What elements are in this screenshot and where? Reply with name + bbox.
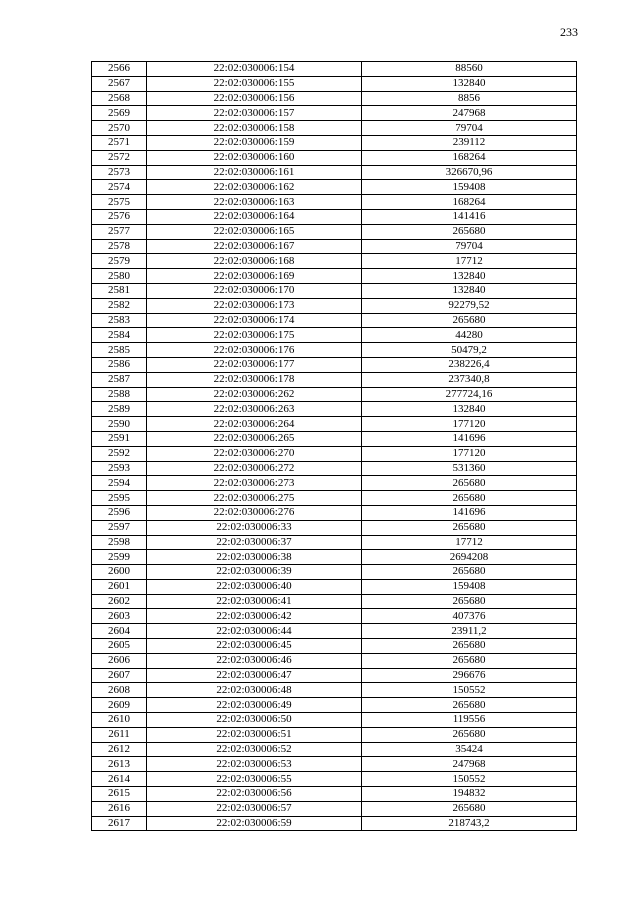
cadastral-number-cell: 22:02:030006:265 xyxy=(147,431,362,446)
value-cell: 50479,2 xyxy=(362,343,577,358)
table-row xyxy=(92,520,577,535)
row-number-cell: 2570 xyxy=(92,121,147,136)
value-cell: 238226,4 xyxy=(362,357,577,372)
value-cell: 23911,2 xyxy=(362,624,577,639)
cadastral-number-cell: 22:02:030006:177 xyxy=(147,357,362,372)
row-number-cell: 2589 xyxy=(92,402,147,417)
value-cell: 265680 xyxy=(362,491,577,506)
value-cell: 407376 xyxy=(362,609,577,624)
value-cell: 265680 xyxy=(362,594,577,609)
row-number-cell: 2579 xyxy=(92,254,147,269)
table-row xyxy=(92,269,577,284)
cadastral-number-cell: 22:02:030006:273 xyxy=(147,476,362,491)
value-cell: 239112 xyxy=(362,135,577,150)
row-number-cell: 2617 xyxy=(92,816,147,831)
table-row xyxy=(92,653,577,668)
row-number-cell: 2608 xyxy=(92,683,147,698)
row-number-cell: 2616 xyxy=(92,801,147,816)
table-row xyxy=(92,417,577,432)
table-row xyxy=(92,76,577,91)
table-row xyxy=(92,491,577,506)
value-cell: 141696 xyxy=(362,505,577,520)
value-cell: 159408 xyxy=(362,579,577,594)
cadastral-number-cell: 22:02:030006:44 xyxy=(147,624,362,639)
value-cell: 265680 xyxy=(362,565,577,580)
table-row xyxy=(92,62,577,77)
cadastral-number-cell: 22:02:030006:176 xyxy=(147,343,362,358)
table-body xyxy=(92,62,577,831)
table-row xyxy=(92,106,577,121)
cadastral-number-cell: 22:02:030006:52 xyxy=(147,742,362,757)
row-number-cell: 2573 xyxy=(92,165,147,180)
table-row xyxy=(92,594,577,609)
table-row xyxy=(92,446,577,461)
row-number-cell: 2580 xyxy=(92,269,147,284)
row-number-cell: 2585 xyxy=(92,343,147,358)
cadastral-number-cell: 22:02:030006:264 xyxy=(147,417,362,432)
table-row xyxy=(92,787,577,802)
value-cell: 265680 xyxy=(362,653,577,668)
value-cell: 326670,96 xyxy=(362,165,577,180)
value-cell: 177120 xyxy=(362,446,577,461)
cadastral-number-cell: 22:02:030006:50 xyxy=(147,713,362,728)
cadastral-number-cell: 22:02:030006:162 xyxy=(147,180,362,195)
table-row xyxy=(92,343,577,358)
row-number-cell: 2602 xyxy=(92,594,147,609)
cadastral-number-cell: 22:02:030006:154 xyxy=(147,62,362,77)
cadastral-number-cell: 22:02:030006:160 xyxy=(147,150,362,165)
value-cell: 277724,16 xyxy=(362,387,577,402)
table-row xyxy=(92,550,577,565)
cadastral-number-cell: 22:02:030006:157 xyxy=(147,106,362,121)
row-number-cell: 2604 xyxy=(92,624,147,639)
value-cell: 35424 xyxy=(362,742,577,757)
cadastral-number-cell: 22:02:030006:47 xyxy=(147,668,362,683)
row-number-cell: 2593 xyxy=(92,461,147,476)
value-cell: 531360 xyxy=(362,461,577,476)
value-cell: 168264 xyxy=(362,195,577,210)
table-row xyxy=(92,742,577,757)
table-row xyxy=(92,254,577,269)
row-number-cell: 2578 xyxy=(92,239,147,254)
value-cell: 92279,52 xyxy=(362,298,577,313)
value-cell: 8856 xyxy=(362,91,577,106)
value-cell: 2694208 xyxy=(362,550,577,565)
page-number: 233 xyxy=(560,25,578,39)
cadastral-number-cell: 22:02:030006:262 xyxy=(147,387,362,402)
table-row xyxy=(92,713,577,728)
table-row xyxy=(92,150,577,165)
value-cell: 265680 xyxy=(362,639,577,654)
value-cell: 177120 xyxy=(362,417,577,432)
table-row xyxy=(92,505,577,520)
table-row xyxy=(92,180,577,195)
row-number-cell: 2571 xyxy=(92,135,147,150)
cadastral-number-cell: 22:02:030006:163 xyxy=(147,195,362,210)
row-number-cell: 2594 xyxy=(92,476,147,491)
table-row xyxy=(92,121,577,136)
table-row xyxy=(92,224,577,239)
row-number-cell: 2586 xyxy=(92,357,147,372)
cadastral-number-cell: 22:02:030006:155 xyxy=(147,76,362,91)
table-row xyxy=(92,772,577,787)
row-number-cell: 2567 xyxy=(92,76,147,91)
table-row xyxy=(92,239,577,254)
cadastral-number-cell: 22:02:030006:161 xyxy=(147,165,362,180)
table-row xyxy=(92,757,577,772)
value-cell: 119556 xyxy=(362,713,577,728)
row-number-cell: 2582 xyxy=(92,298,147,313)
table-row xyxy=(92,387,577,402)
value-cell: 79704 xyxy=(362,121,577,136)
table-row xyxy=(92,431,577,446)
value-cell: 265680 xyxy=(362,727,577,742)
table-row xyxy=(92,135,577,150)
value-cell: 218743,2 xyxy=(362,816,577,831)
cadastral-number-cell: 22:02:030006:270 xyxy=(147,446,362,461)
row-number-cell: 2592 xyxy=(92,446,147,461)
cadastral-number-cell: 22:02:030006:276 xyxy=(147,505,362,520)
row-number-cell: 2601 xyxy=(92,579,147,594)
table-row xyxy=(92,727,577,742)
value-cell: 159408 xyxy=(362,180,577,195)
cadastral-number-cell: 22:02:030006:275 xyxy=(147,491,362,506)
table-row xyxy=(92,372,577,387)
table-row xyxy=(92,698,577,713)
value-cell: 132840 xyxy=(362,269,577,284)
table-row xyxy=(92,298,577,313)
row-number-cell: 2612 xyxy=(92,742,147,757)
cadastral-number-cell: 22:02:030006:263 xyxy=(147,402,362,417)
cadastral-number-cell: 22:02:030006:165 xyxy=(147,224,362,239)
value-cell: 141696 xyxy=(362,431,577,446)
value-cell: 247968 xyxy=(362,757,577,772)
cadastral-number-cell: 22:02:030006:164 xyxy=(147,209,362,224)
cadastral-number-cell: 22:02:030006:174 xyxy=(147,313,362,328)
row-number-cell: 2572 xyxy=(92,150,147,165)
table-row xyxy=(92,609,577,624)
value-cell: 237340,8 xyxy=(362,372,577,387)
table-row xyxy=(92,402,577,417)
table-row xyxy=(92,195,577,210)
cadastral-number-cell: 22:02:030006:55 xyxy=(147,772,362,787)
cadastral-number-cell: 22:02:030006:48 xyxy=(147,683,362,698)
row-number-cell: 2597 xyxy=(92,520,147,535)
row-number-cell: 2577 xyxy=(92,224,147,239)
cadastral-number-cell: 22:02:030006:158 xyxy=(147,121,362,136)
cadastral-table xyxy=(91,61,577,831)
row-number-cell: 2599 xyxy=(92,550,147,565)
row-number-cell: 2568 xyxy=(92,91,147,106)
table-row xyxy=(92,668,577,683)
cadastral-number-cell: 22:02:030006:39 xyxy=(147,565,362,580)
table-row xyxy=(92,816,577,831)
row-number-cell: 2575 xyxy=(92,195,147,210)
value-cell: 194832 xyxy=(362,787,577,802)
cadastral-number-cell: 22:02:030006:51 xyxy=(147,727,362,742)
cadastral-number-cell: 22:02:030006:33 xyxy=(147,520,362,535)
table-row xyxy=(92,313,577,328)
cadastral-number-cell: 22:02:030006:38 xyxy=(147,550,362,565)
row-number-cell: 2603 xyxy=(92,609,147,624)
cadastral-number-cell: 22:02:030006:40 xyxy=(147,579,362,594)
cadastral-number-cell: 22:02:030006:53 xyxy=(147,757,362,772)
row-number-cell: 2576 xyxy=(92,209,147,224)
value-cell: 265680 xyxy=(362,801,577,816)
table-row xyxy=(92,165,577,180)
value-cell: 265680 xyxy=(362,698,577,713)
row-number-cell: 2590 xyxy=(92,417,147,432)
row-number-cell: 2587 xyxy=(92,372,147,387)
value-cell: 265680 xyxy=(362,224,577,239)
value-cell: 247968 xyxy=(362,106,577,121)
cadastral-number-cell: 22:02:030006:173 xyxy=(147,298,362,313)
row-number-cell: 2574 xyxy=(92,180,147,195)
row-number-cell: 2615 xyxy=(92,787,147,802)
row-number-cell: 2595 xyxy=(92,491,147,506)
row-number-cell: 2605 xyxy=(92,639,147,654)
cadastral-number-cell: 22:02:030006:57 xyxy=(147,801,362,816)
row-number-cell: 2596 xyxy=(92,505,147,520)
cadastral-number-cell: 22:02:030006:59 xyxy=(147,816,362,831)
table-row xyxy=(92,328,577,343)
value-cell: 265680 xyxy=(362,476,577,491)
cadastral-number-cell: 22:02:030006:41 xyxy=(147,594,362,609)
cadastral-number-cell: 22:02:030006:37 xyxy=(147,535,362,550)
table-row xyxy=(92,461,577,476)
value-cell: 132840 xyxy=(362,402,577,417)
cadastral-number-cell: 22:02:030006:170 xyxy=(147,283,362,298)
cadastral-number-cell: 22:02:030006:272 xyxy=(147,461,362,476)
table-row xyxy=(92,357,577,372)
cadastral-number-cell: 22:02:030006:49 xyxy=(147,698,362,713)
cadastral-number-cell: 22:02:030006:169 xyxy=(147,269,362,284)
cadastral-number-cell: 22:02:030006:56 xyxy=(147,787,362,802)
value-cell: 132840 xyxy=(362,76,577,91)
row-number-cell: 2609 xyxy=(92,698,147,713)
table-row xyxy=(92,683,577,698)
cadastral-number-cell: 22:02:030006:42 xyxy=(147,609,362,624)
value-cell: 79704 xyxy=(362,239,577,254)
row-number-cell: 2584 xyxy=(92,328,147,343)
cadastral-number-cell: 22:02:030006:45 xyxy=(147,639,362,654)
row-number-cell: 2566 xyxy=(92,62,147,77)
table-row xyxy=(92,579,577,594)
value-cell: 265680 xyxy=(362,313,577,328)
row-number-cell: 2591 xyxy=(92,431,147,446)
row-number-cell: 2581 xyxy=(92,283,147,298)
table-row xyxy=(92,91,577,106)
cadastral-number-cell: 22:02:030006:46 xyxy=(147,653,362,668)
value-cell: 168264 xyxy=(362,150,577,165)
value-cell: 132840 xyxy=(362,283,577,298)
table-row xyxy=(92,801,577,816)
cadastral-number-cell: 22:02:030006:175 xyxy=(147,328,362,343)
cadastral-number-cell: 22:02:030006:168 xyxy=(147,254,362,269)
table-row xyxy=(92,639,577,654)
table-row xyxy=(92,565,577,580)
row-number-cell: 2611 xyxy=(92,727,147,742)
value-cell: 296676 xyxy=(362,668,577,683)
row-number-cell: 2610 xyxy=(92,713,147,728)
value-cell: 265680 xyxy=(362,520,577,535)
row-number-cell: 2588 xyxy=(92,387,147,402)
cadastral-number-cell: 22:02:030006:159 xyxy=(147,135,362,150)
row-number-cell: 2598 xyxy=(92,535,147,550)
value-cell: 17712 xyxy=(362,535,577,550)
cadastral-number-cell: 22:02:030006:167 xyxy=(147,239,362,254)
row-number-cell: 2614 xyxy=(92,772,147,787)
table-row xyxy=(92,535,577,550)
row-number-cell: 2569 xyxy=(92,106,147,121)
value-cell: 17712 xyxy=(362,254,577,269)
table-row xyxy=(92,209,577,224)
row-number-cell: 2600 xyxy=(92,565,147,580)
table-row xyxy=(92,283,577,298)
row-number-cell: 2606 xyxy=(92,653,147,668)
row-number-cell: 2583 xyxy=(92,313,147,328)
table-row xyxy=(92,624,577,639)
value-cell: 150552 xyxy=(362,772,577,787)
value-cell: 44280 xyxy=(362,328,577,343)
table-row xyxy=(92,476,577,491)
cadastral-number-cell: 22:02:030006:156 xyxy=(147,91,362,106)
value-cell: 150552 xyxy=(362,683,577,698)
value-cell: 141416 xyxy=(362,209,577,224)
cadastral-number-cell: 22:02:030006:178 xyxy=(147,372,362,387)
row-number-cell: 2607 xyxy=(92,668,147,683)
value-cell: 88560 xyxy=(362,62,577,77)
row-number-cell: 2613 xyxy=(92,757,147,772)
